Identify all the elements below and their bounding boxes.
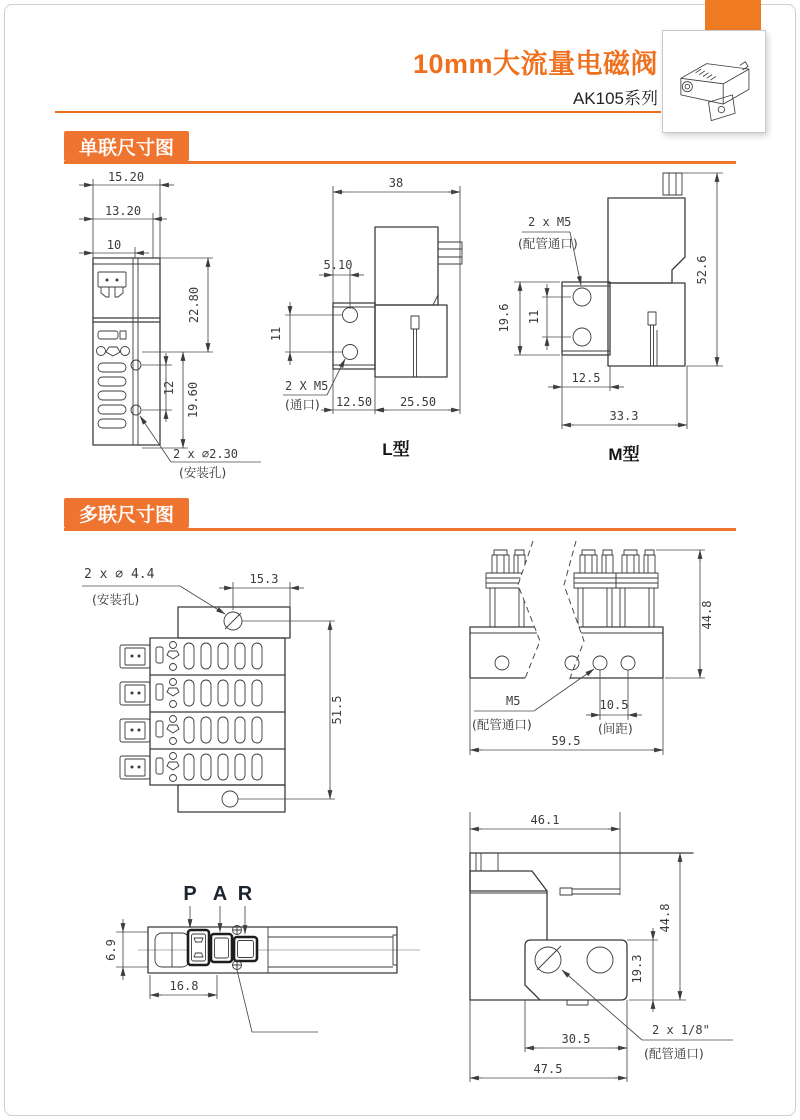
port-r-label: R xyxy=(237,883,253,905)
dim-label: 33.3 xyxy=(609,409,639,423)
dim-label: 38 xyxy=(388,176,404,190)
dim-label: 46.1 xyxy=(530,813,560,827)
dim-label: 15.3 xyxy=(249,572,279,586)
dim-label: 30.5 xyxy=(561,1032,591,1046)
port-note: (配管通口) xyxy=(518,236,578,251)
drawing-multi-side xyxy=(428,533,743,793)
port-label: 2 x 1/8" xyxy=(652,1023,710,1037)
mount-hole-note: (安装孔) xyxy=(92,592,140,607)
product-image-box xyxy=(662,30,766,133)
port-label: M5 xyxy=(506,694,521,708)
port-note: (配管通口) xyxy=(472,717,532,732)
mount-hole-label: 2 x ∅ 4.4 xyxy=(84,567,155,582)
dim-label: 12.5 xyxy=(571,371,601,385)
dim-label: 19.6 xyxy=(497,303,511,333)
dim-label: 52.6 xyxy=(695,255,709,285)
dim-label: 19.60 xyxy=(186,381,200,419)
dim-label: 12 xyxy=(162,380,176,396)
dim-label: 59.5 xyxy=(551,734,581,748)
section-rule-single xyxy=(64,161,736,164)
port-note: (通口) xyxy=(285,397,320,412)
dim-label: 12.50 xyxy=(335,395,373,409)
dim-label: 16.8 xyxy=(169,979,199,993)
drawing-multi-side2 xyxy=(428,798,748,1115)
m-type-caption: M型 xyxy=(608,445,640,464)
page-title: 10mm大流量电磁阀 xyxy=(412,49,658,79)
dim-label: 13.20 xyxy=(104,204,142,218)
port-note: (配管通口) xyxy=(644,1046,704,1061)
series-label: AK105系列 xyxy=(572,89,658,108)
drawing-single-front xyxy=(56,166,262,488)
drawing-m-type xyxy=(492,166,742,484)
l-type-caption: L型 xyxy=(382,440,410,459)
mount-hole-label: 2 x ∅2.30 xyxy=(173,447,239,461)
corner-tab xyxy=(705,0,761,30)
dim-label: 11 xyxy=(527,309,541,325)
valve-sketch xyxy=(668,37,760,127)
port-label: 2 X M5 xyxy=(285,379,329,393)
pitch-note: (间距) xyxy=(598,721,633,736)
dim-label: 19.3 xyxy=(630,954,644,984)
port-a-label: A xyxy=(212,883,228,905)
dim-label: 25.50 xyxy=(399,395,437,409)
dim-label: 22.80 xyxy=(187,286,201,324)
title-rule xyxy=(55,111,661,113)
dim-label: 44.8 xyxy=(658,903,672,933)
dim-label: 47.5 xyxy=(533,1062,563,1076)
port-label: 2 x M5 xyxy=(528,215,572,229)
mount-hole-note: (安装孔) xyxy=(179,465,227,480)
dim-label: 10 xyxy=(106,238,122,252)
section-heading-multi: 多联尺寸图 xyxy=(64,498,189,528)
section-rule-multi xyxy=(64,528,736,531)
drawing-multi-front xyxy=(58,548,348,833)
port-p-label: P xyxy=(183,883,197,905)
dim-label: 15.20 xyxy=(107,170,145,184)
dim-label: 5.10 xyxy=(323,258,353,272)
dim-label: 6.9 xyxy=(104,939,118,961)
section-heading-single: 单联尺寸图 xyxy=(64,131,189,161)
dim-label: 44.8 xyxy=(700,600,714,630)
dim-label: 51.5 xyxy=(330,695,344,725)
drawing-l-type xyxy=(269,168,490,468)
dim-label: 11 xyxy=(269,326,283,342)
dim-label: 10.5 xyxy=(599,698,629,712)
drawing-bottom-view xyxy=(98,868,433,1043)
